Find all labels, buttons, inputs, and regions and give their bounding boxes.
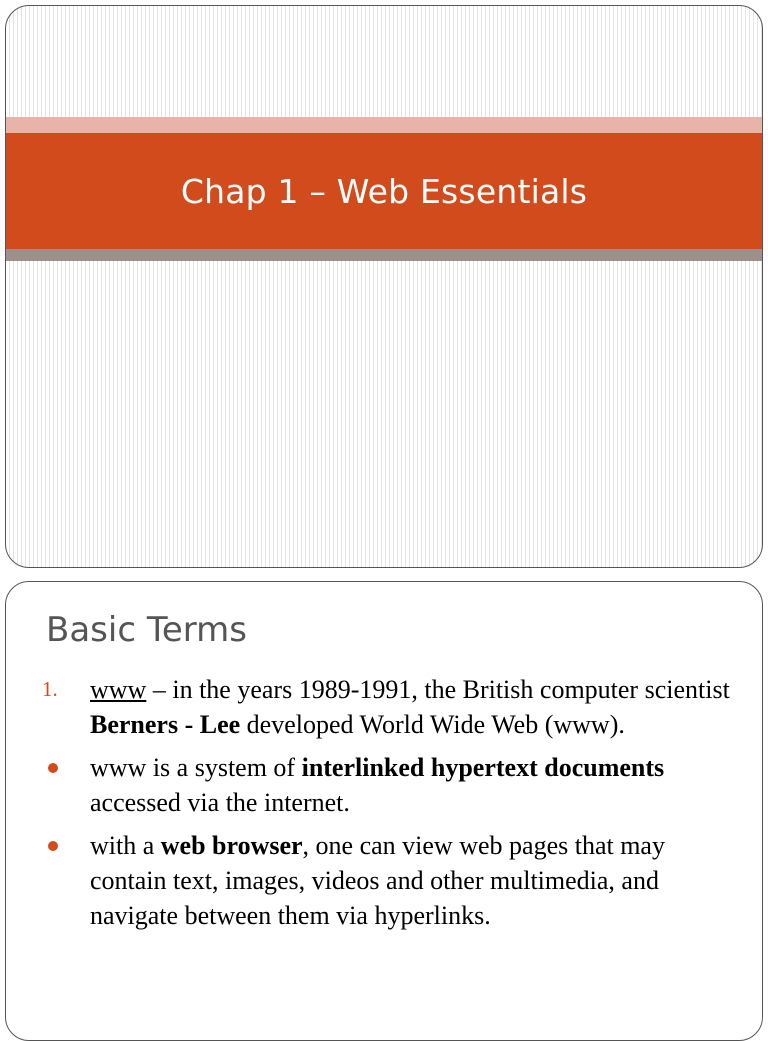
bold-text: Berners - Lee [90,710,241,739]
bold-text: web browser [160,831,303,860]
item-text: www is a system of [90,753,302,782]
slide-heading: Basic Terms [46,610,247,650]
bullet-icon [48,841,58,851]
term-www: www [90,675,147,704]
bold-text: interlinked hypertext documents [301,753,665,782]
item-text: , one can view web pages that may contain text, images, videos and other multimedia, and navigate between them via hyperlinks. [90,831,665,930]
item-text: with a [90,831,161,860]
slide-title: Chap 1 – Web Essentials [180,171,588,211]
title-band [6,133,762,249]
content-slide [5,581,763,1041]
list-item [42,672,732,742]
list-number: 1. [42,677,58,701]
list-item [42,750,732,820]
list-item [42,828,732,933]
item-text: accessed via the internet. [90,788,350,817]
title-band-top-stripe [6,117,762,133]
bullet-list [42,672,732,941]
title-band-bottom-stripe [6,249,762,261]
item-text: – in the years 1989-1991, the British computer scientist [146,675,730,704]
item-text: developed World Wide Web (www). [240,710,625,739]
bullet-icon [48,763,58,773]
title-slide [5,5,763,568]
